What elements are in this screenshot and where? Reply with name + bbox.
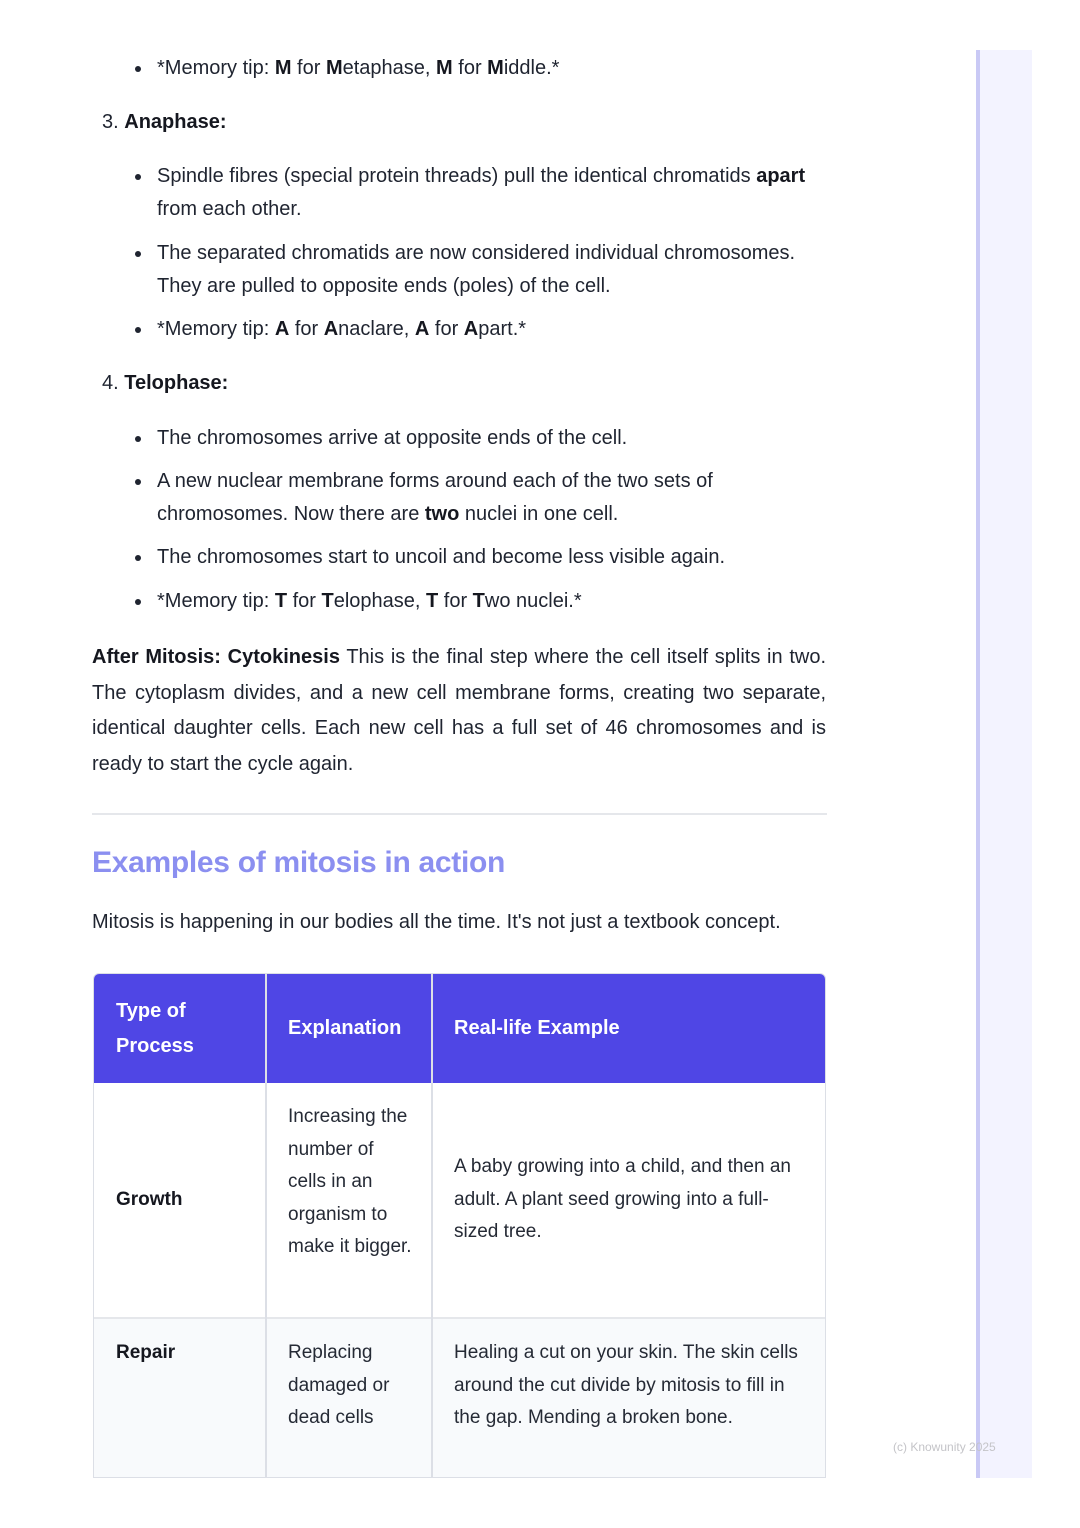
anaphase-memory-tip: *Memory tip: A for Anaclare, A for Apart.* xyxy=(157,313,817,346)
table-cell-type: Growth xyxy=(116,1188,183,1210)
section-intro: Mitosis is happening in our bodies all the time. It's not just a textbook concept. xyxy=(92,911,781,933)
table-cell-type: Repair xyxy=(116,1342,176,1363)
table-row xyxy=(94,1083,826,1319)
telophase-bullet-3: The chromosomes start to uncoil and become less visible again. xyxy=(157,541,817,574)
table-header-type: Type of Process xyxy=(116,999,194,1057)
section-divider xyxy=(92,813,827,815)
table-cell-example: Healing a cut on your skin. The skin cells around the cut divide by mitosis to fill in the gap. Mending a broken bone. xyxy=(454,1342,798,1428)
watermark: (c) Knowunity 2025 xyxy=(893,1440,996,1454)
table-cell-explanation: Increasing the number of cells in an organism to make it bigger. xyxy=(288,1106,412,1257)
telophase-memory-tip: *Memory tip: T for Telophase, T for Two nuclei.* xyxy=(157,585,817,618)
table-cell-explanation: Replacing damaged or dead cells xyxy=(288,1342,390,1428)
telophase-bullet-2: A new nuclear membrane forms around each of the two sets of chromosomes. Now there are two nuclei in one cell. xyxy=(157,465,817,531)
anaphase-bullet-2: The separated chromatids are now considered individual chromosomes. They are pulled to opposite ends (poles) of the cell. xyxy=(157,237,817,303)
side-panel xyxy=(976,50,1032,1478)
table-row xyxy=(94,1319,826,1478)
metaphase-memory-tip: *Memory tip: M for Metaphase, M for Middle.* xyxy=(157,52,817,85)
table-cell-example: A baby growing into a child, and then an adult. A plant seed growing into a full-sized tree. xyxy=(454,1156,791,1243)
anaphase-bullet-1: Spindle fibres (special protein threads) pull the identical chromatids apart from each other. xyxy=(157,160,817,226)
mitosis-examples-table xyxy=(93,973,826,1478)
table-header-explanation: Explanation xyxy=(288,1017,402,1039)
section-heading: Examples of mitosis in action xyxy=(92,846,506,879)
table-header-example: Real-life Example xyxy=(454,1017,620,1039)
cytokinesis-title: After Mitosis: Cytokinesis xyxy=(92,646,340,668)
table-column-divider xyxy=(431,974,433,1478)
table-column-divider xyxy=(265,974,267,1478)
cytokinesis-paragraph: After Mitosis: Cytokinesis This is the final step where the cell itself splits in two. The cytoplasm divides, and a new cell membrane forms, creating two separate, identical daughter cells. Each new cell has a full set of 46 chromosomes and is ready to start the cycle again. xyxy=(92,646,827,775)
telophase-heading: 4. Telophase: xyxy=(102,372,229,394)
table-header-row xyxy=(94,974,826,1083)
anaphase-heading: 3. Anaphase: xyxy=(102,111,227,133)
telophase-bullet-1: The chromosomes arrive at opposite ends of the cell. xyxy=(157,422,817,455)
